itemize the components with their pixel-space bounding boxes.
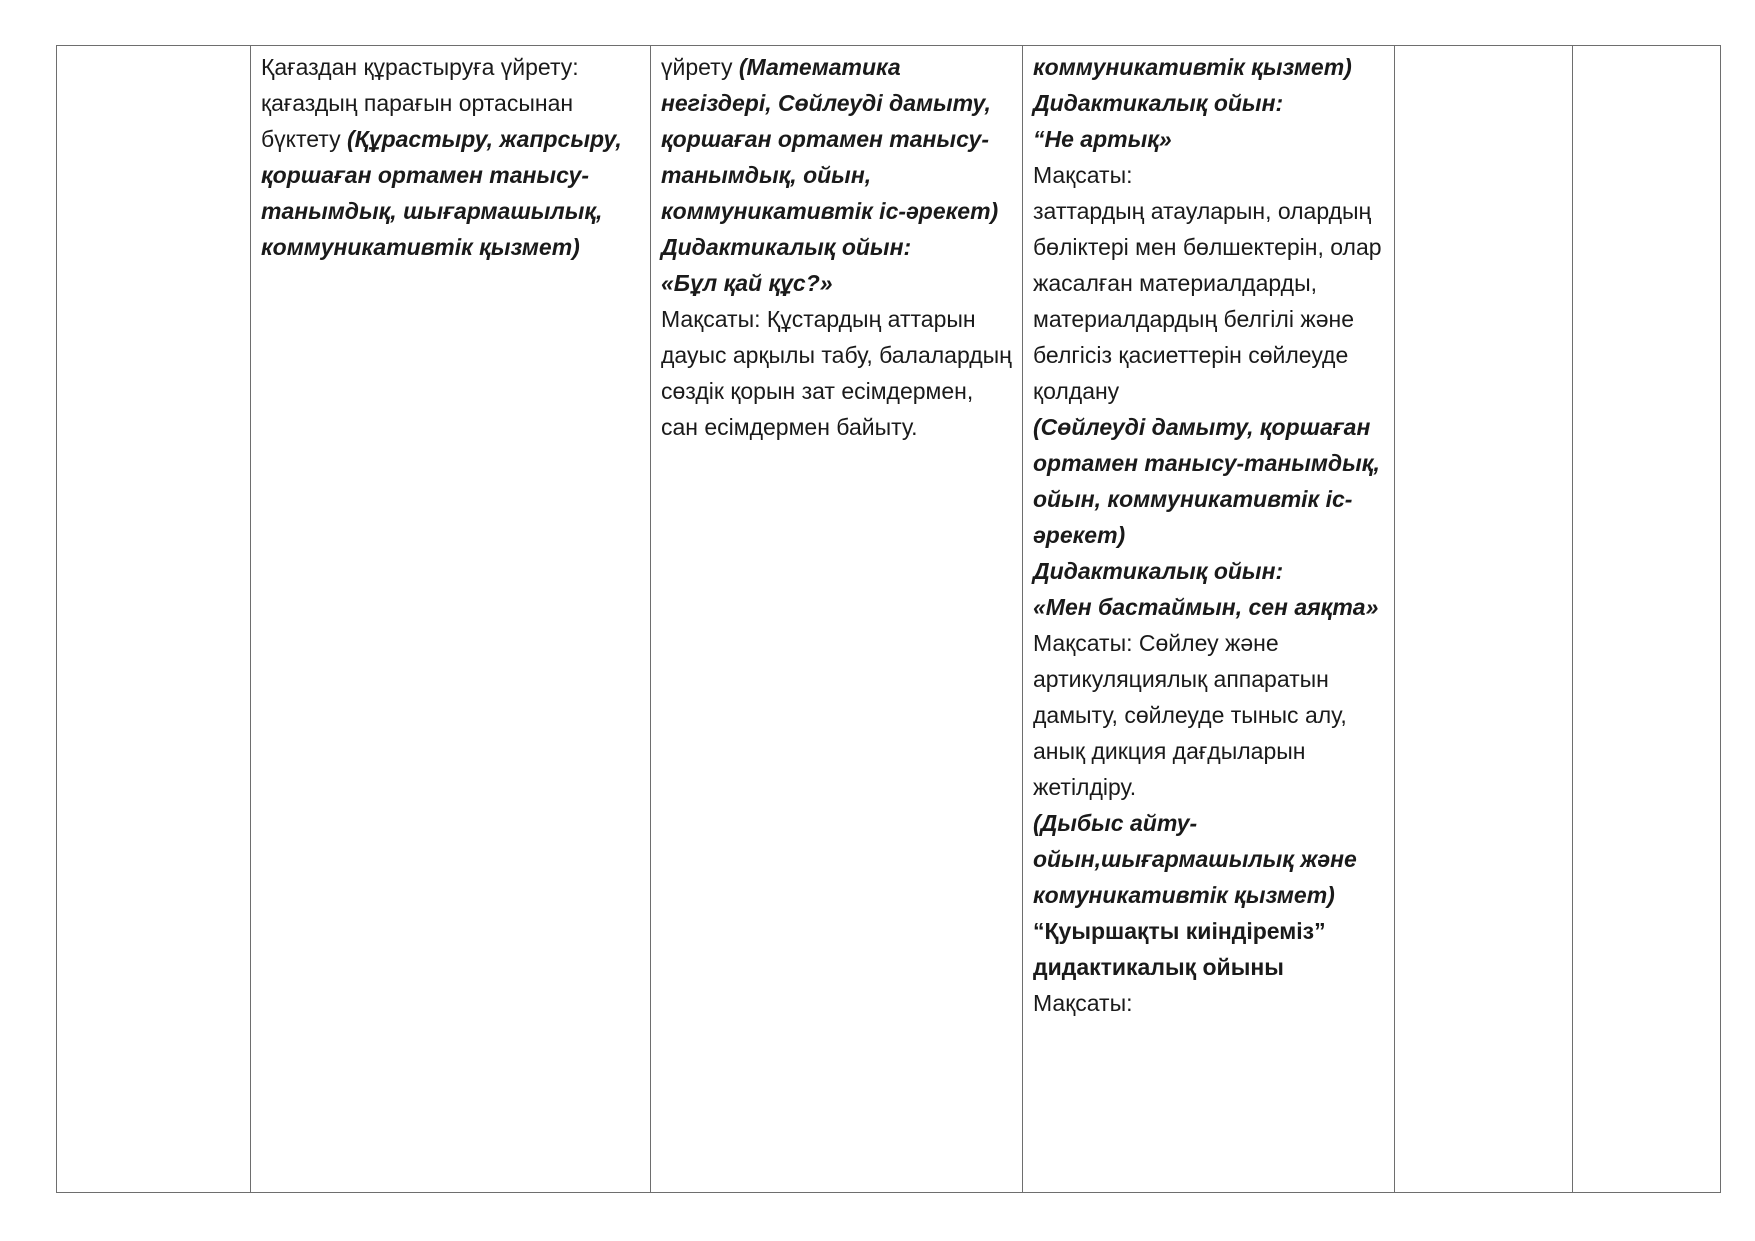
game3-goal-label: Мақсаты:	[1033, 990, 1133, 1016]
table-row	[57, 46, 1721, 1193]
game1-heading: Дидактикалық ойын:	[1033, 90, 1284, 116]
cell-empty-6	[1573, 46, 1721, 1193]
game1-areas: (Сөйлеуді дамыту, қоршаған ортамен танысу-танымдық, ойын, коммуникативтік іс-әрекет)	[1033, 414, 1380, 548]
game2-heading: Дидактикалық ойын:	[1033, 558, 1284, 584]
cell-math-game	[651, 46, 1023, 1193]
math-areas: (Математика негіздері, Сөйлеуді дамыту, қоршаған ортамен танысу-танымдық, ойын, коммуникативтік іс-әрекет)	[661, 54, 999, 224]
game2-areas: (Дыбыс айту- ойын,шығармашылық және комуникативтік қызмет)	[1033, 810, 1357, 908]
math-text: үйрету	[661, 54, 739, 80]
game1-goal-label: Мақсаты:	[1033, 162, 1133, 188]
speech-areas-cont: коммуникативтік қызмет)	[1033, 54, 1352, 80]
cell-empty-1	[57, 46, 251, 1193]
plan-table	[56, 45, 1721, 1193]
game1-goal: заттардың атауларын, олардың бөліктері мен бөлшектерін, олар жасалған материалдарды, материалдардың белгілі және белгісіз қасиеттерін сөйлеуде қолдану	[1033, 198, 1382, 404]
game-name: «Бұл қай құс?»	[661, 270, 833, 296]
cell-speech-games	[1023, 46, 1395, 1193]
game2-name: «Мен бастаймын, сен аяқта»	[1033, 594, 1379, 620]
cell-construction	[251, 46, 651, 1193]
game-goal: Мақсаты: Құстардың аттарын дауыс арқылы табу, балалардың сөздік қорын зат есімдермен, сан есімдермен байыту.	[661, 306, 1012, 440]
game-heading: Дидактикалық ойын:	[661, 234, 912, 260]
game3-name: “Қуыршақты киіндіреміз” дидактикалық ойыны	[1033, 918, 1326, 980]
game1-name: “Не артық»	[1033, 126, 1172, 152]
construction-areas: (Құрастыру, жапрсыру, қоршаған ортамен танысу-танымдық, шығармашылық, коммуникативтік қызмет)	[261, 126, 622, 260]
cell-empty-5	[1395, 46, 1573, 1193]
construction-text: Қағаздан құрастыруға үйрету: қағаздың парағын ортасынан бүктету	[261, 54, 579, 152]
game2-goal: Мақсаты: Сөйлеу және артикуляциялық аппаратын дамыту, сөйлеуде тыныс алу, анық дикция дағдыларын жетілдіру.	[1033, 630, 1347, 800]
